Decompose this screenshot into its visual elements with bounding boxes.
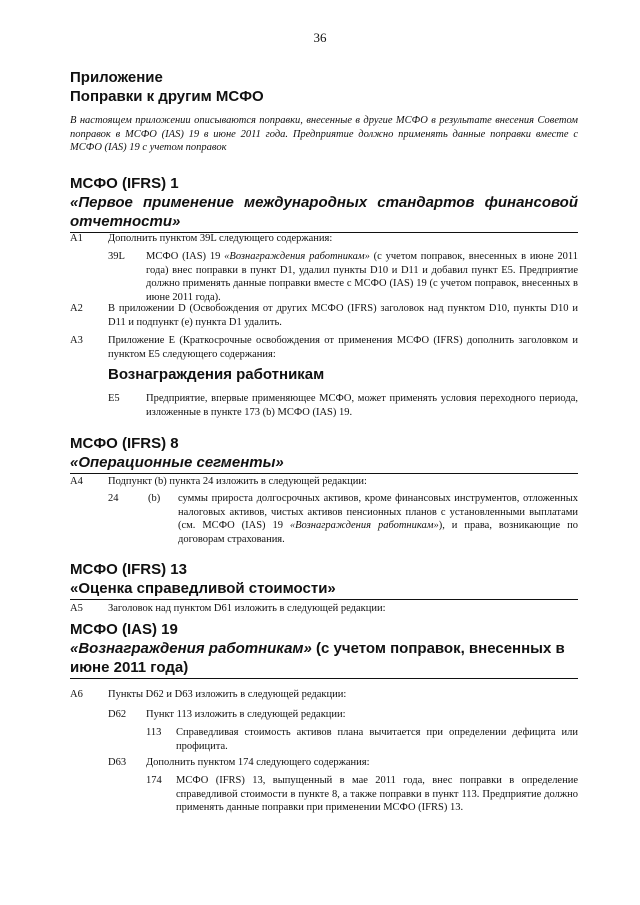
ias19-title-italic: «Вознаграждения работникам»: [70, 640, 312, 657]
ifrs13-heading: [70, 560, 578, 600]
ias19-heading: [70, 620, 578, 679]
paragraph-number: E5: [108, 393, 120, 404]
ias19-code: МСФО (IAS) 19: [70, 621, 178, 638]
ifrs8-heading: [70, 434, 578, 474]
paragraph-text: [146, 250, 578, 304]
text-run: МСФО (IAS) 19: [146, 251, 225, 262]
paragraph-number: D62: [108, 709, 127, 720]
paragraph-number: 39L: [108, 251, 125, 262]
paragraph-number: D63: [108, 757, 127, 768]
ifrs13-title: «Оценка справедливой стоимости»: [70, 580, 336, 597]
subparagraph-letter: (b): [148, 493, 161, 504]
standard-name: «Вознаграждения работникам»: [289, 520, 439, 531]
appendix-intro: В настоящем приложении описываются поправки, внесенные в другие МСФО в результате внесения Советом поправок в МСФО (IAS) 19 в июне 2011 года. Предприятие должно применять данные поправки вместе с МСФО (IAS) 19 с учетом поправок: [70, 115, 578, 153]
paragraph-text: Пункт 113 изложить в следующей редакции:: [146, 709, 346, 720]
paragraph-a3: [70, 334, 578, 362]
paragraph-39l: [108, 250, 578, 303]
paragraph-text: [178, 492, 578, 546]
paragraph-number: 113: [146, 727, 162, 738]
paragraph-text: Дополнить пунктом 39L следующего содержания:: [108, 233, 333, 244]
paragraph-number: 174: [146, 775, 162, 786]
appendix-title: [70, 68, 264, 106]
paragraph-number: A6: [70, 689, 83, 700]
paragraph-a2: [70, 302, 578, 330]
text-run: суммы прироста долгосрочных активов, кроме финансовых инструментов, отложенных налоговых активов, чистых активов пенсионных планов с установленными выплатами (см. МСФО (IAS) 19: [178, 493, 578, 531]
ias19-title-rest: (с учетом поправок, внесенных в июне 2011 года): [70, 640, 565, 676]
paragraph-e5: [108, 392, 578, 420]
paragraph-number: A5: [70, 603, 83, 614]
ifrs1-title-line1: «Первое применение международных стандартов финансовой: [70, 194, 578, 211]
appendix-title-line2: Поправки к другим МСФО: [70, 88, 264, 105]
paragraph-number: 24: [108, 493, 119, 504]
ifrs8-title: «Операционные сегменты»: [70, 454, 284, 471]
paragraph-number: A2: [70, 303, 83, 314]
appendix-title-line1: Приложение: [70, 69, 163, 86]
subheading-employee-benefits: Вознаграждения работникам: [108, 366, 325, 383]
paragraph-text: Предприятие, впервые применяющее МСФО, может применять условия переходного периода, изложенные в пункте 173 (b) МСФО (IAS) 19.: [146, 393, 578, 418]
paragraph-113: [146, 726, 578, 754]
paragraph-text: Дополнить пунктом 174 следующего содержания:: [146, 757, 370, 768]
ifrs13-code: МСФО (IFRS) 13: [70, 561, 187, 578]
paragraph-text: МСФО (IFRS) 13, выпущенный в мае 2011 года, внес поправки в определение справедливой стоимости в пункте 8, а также поправки в пункт 113. Предприятие должно применять данные поправки при применении МСФО (IFRS) 13.: [176, 775, 578, 813]
paragraph-text: Справедливая стоимость активов плана вычитается при определении дефицита или профицита.: [176, 727, 578, 752]
paragraph-24b: [108, 492, 578, 548]
paragraph-174: [146, 774, 578, 816]
text-run: (с учетом поправок, внесенных в июне 2011 года) внес поправки в пункт D1, удалил пункты D10 и D11 и добавил пункт E5. Предприятие должно применять данные поправки вместе с МСФО (IAS) 19 (с учетом поправок, внесенных в июне 2011 года).: [146, 251, 578, 303]
paragraph-text: Заголовок над пунктом D61 изложить в следующей редакции:: [108, 603, 386, 614]
paragraph-text: В приложении D (Освобождения от других МСФО (IFRS) заголовок над пунктом D10, пункты D10 и D11 и подпункт (е) пункта D1 удалить.: [108, 303, 578, 328]
ias19-title: [70, 639, 578, 677]
paragraph-number: A3: [70, 335, 83, 346]
ifrs1-code: МСФО (IFRS) 1: [70, 175, 179, 192]
paragraph-number: A1: [70, 233, 83, 244]
page-number: 36: [313, 30, 327, 45]
paragraph-text: Подпункт (b) пункта 24 изложить в следующей редакции:: [108, 476, 367, 487]
paragraph-number: A4: [70, 476, 83, 487]
standard-name: «Вознаграждения работникам»: [224, 251, 370, 262]
ifrs1-heading: [70, 174, 578, 233]
paragraph-text: Приложение E (Краткосрочные освобождения от применения МСФО (IFRS) дополнить заголовком и пунктом E5 следующего содержания:: [108, 335, 578, 360]
text-run: ), и права, возникающие по договорам страхования.: [178, 520, 579, 545]
ifrs1-title-line2: отчетности»: [70, 213, 181, 230]
ifrs8-code: МСФО (IFRS) 8: [70, 435, 179, 452]
paragraph-text: Пункты D62 и D63 изложить в следующей редакции:: [108, 689, 347, 700]
